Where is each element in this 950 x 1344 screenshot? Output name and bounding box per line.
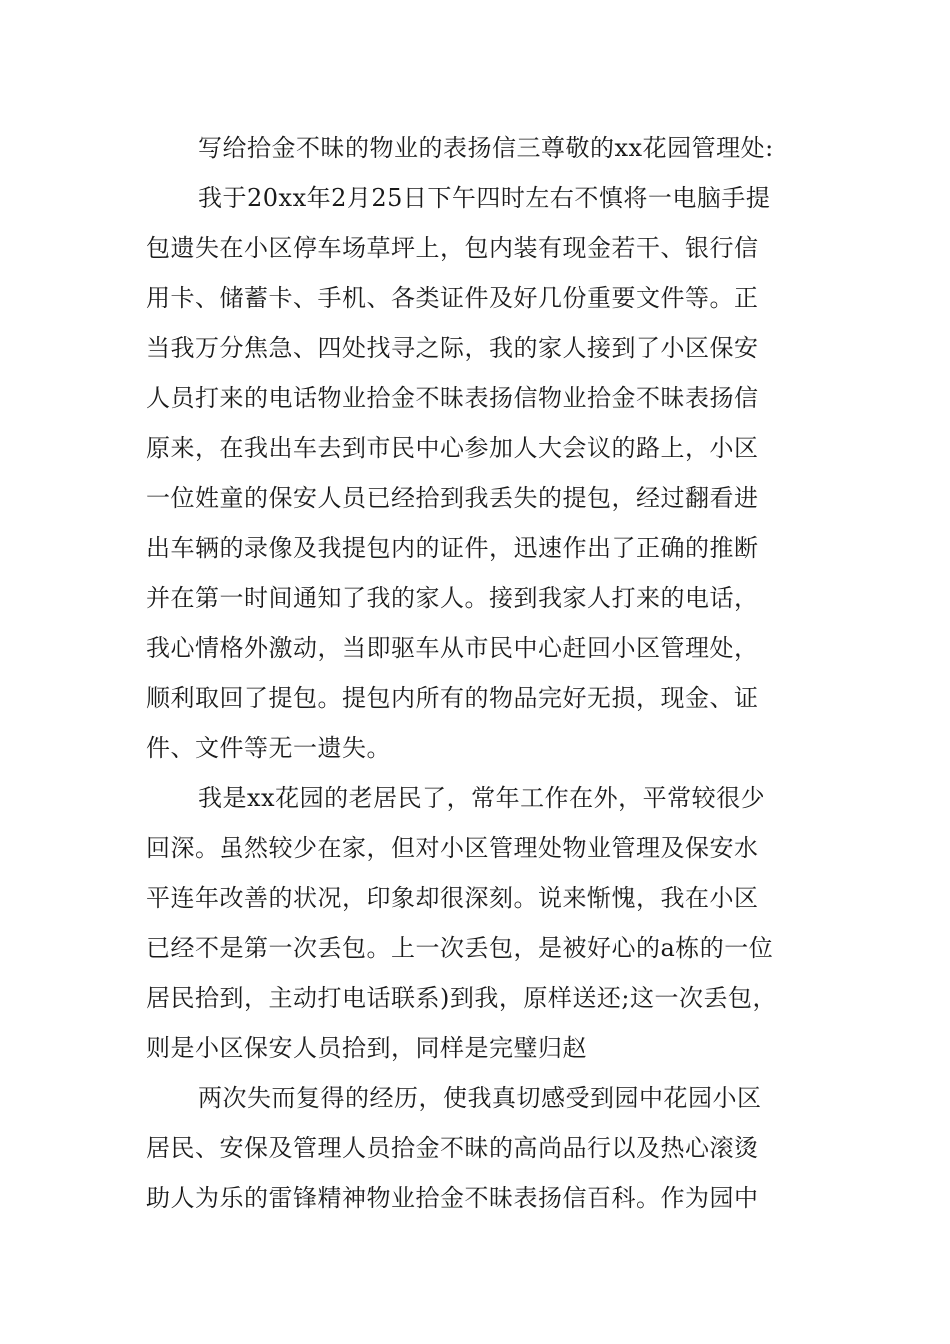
paragraph-line: 人员打来的电话物业拾金不昧表扬信物业拾金不昧表扬信 <box>146 384 759 412</box>
paragraph-line: 回深。虽然较少在家，但对小区管理处物业管理及保安水 <box>146 834 759 862</box>
paragraph-line: 我是xx花园的老居民了，常年工作在外，平常较很少 <box>198 784 766 812</box>
paragraph-line: 原来，在我出车去到市民中心参加人大会议的路上，小区 <box>146 434 759 462</box>
paragraph-line: 我于20xx年2月25日下午四时左右不慎将一电脑手提 <box>198 184 771 212</box>
paragraph-line: 顺利取回了提包。提包内所有的物品完好无损，现金、证 <box>146 684 759 712</box>
paragraph-line: 件、文件等无一遗失。 <box>146 734 391 762</box>
paragraph-line: 平连年改善的状况，印象却很深刻。说来惭愧，我在小区 <box>146 884 759 912</box>
paragraph-line: 一位姓童的保安人员已经拾到我丢失的提包，经过翻看进 <box>146 484 759 512</box>
paragraph-line: 两次失而复得的经历，使我真切感受到园中花园小区 <box>198 1084 762 1112</box>
paragraph-line: 包遗失在小区停车场草坪上，包内装有现金若干、银行信 <box>146 234 759 262</box>
paragraph-line: 则是小区保安人员拾到，同样是完璧归赵 <box>146 1034 587 1062</box>
paragraph-line: 出车辆的录像及我提包内的证件，迅速作出了正确的推断 <box>146 534 759 562</box>
paragraph-line: 居民拾到，主动打电话联系)到我，原样送还;这一次丢包， <box>146 984 777 1012</box>
paragraph-line: 已经不是第一次丢包。上一次丢包，是被好心的a栋的一位 <box>146 934 774 962</box>
document-title-line: 写给拾金不昧的物业的表扬信三尊敬的xx花园管理处: <box>198 134 774 162</box>
paragraph-line: 并在第一时间通知了我的家人。接到我家人打来的电话， <box>146 584 759 612</box>
paragraph-line: 助人为乐的雷锋精神物业拾金不昧表扬信百科。作为园中 <box>146 1184 759 1212</box>
paragraph-line: 当我万分焦急、四处找寻之际，我的家人接到了小区保安 <box>146 334 759 362</box>
paragraph-line: 用卡、储蓄卡、手机、各类证件及好几份重要文件等。正 <box>146 284 759 312</box>
paragraph-line: 我心情格外激动，当即驱车从市民中心赶回小区管理处， <box>146 634 759 662</box>
paragraph-line: 居民、安保及管理人员拾金不昧的高尚品行以及热心滚烫 <box>146 1134 759 1162</box>
